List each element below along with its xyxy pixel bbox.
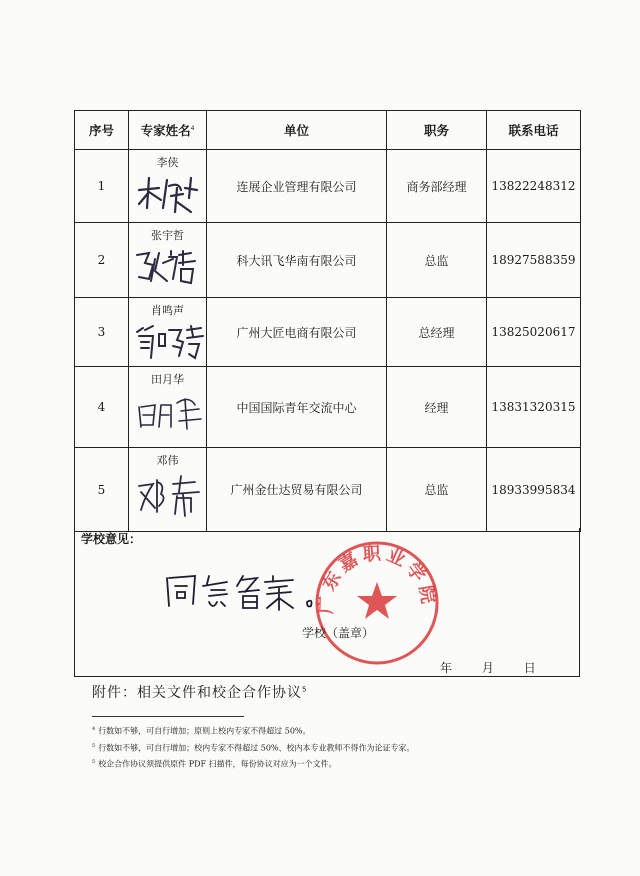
footnote-item xyxy=(92,722,612,739)
header-org: 单位 xyxy=(207,111,387,150)
expert-table xyxy=(74,110,581,532)
school-seal-stamp xyxy=(312,538,442,668)
table-row xyxy=(75,367,581,448)
footnote-divider xyxy=(92,716,244,717)
expert-org: 连展企业管理有限公司 xyxy=(207,150,387,223)
expert-org: 中国国际青年交流中心 xyxy=(207,367,387,448)
expert-position: 经理 xyxy=(387,367,487,448)
table-row xyxy=(75,223,581,298)
expert-name-cell xyxy=(129,298,207,367)
attachment-text: 附件：相关文件和校企合作协议 xyxy=(92,685,302,701)
expert-name: 田月华 xyxy=(151,373,184,386)
date-line xyxy=(440,659,562,676)
expert-phone: 13825020617 xyxy=(487,298,581,367)
seal-text: 广东嘉职业学院 xyxy=(315,543,439,615)
school-opinion-label: 学校意见： xyxy=(81,532,142,546)
header-name xyxy=(129,111,207,150)
expert-name-cell xyxy=(129,150,207,223)
row-index: 5 xyxy=(75,448,129,532)
header-position: 职务 xyxy=(387,111,487,150)
header-index: 序号 xyxy=(75,111,129,150)
header-name-label: 专家姓名 xyxy=(140,123,191,138)
expert-position: 总经理 xyxy=(387,298,487,367)
expert-org: 广州金仕达贸易有限公司 xyxy=(207,448,387,532)
row-index: 3 xyxy=(75,298,129,367)
footnote-text: 行数如不够，可自行增加；校内专家不得超过 50%、校内本专业教师不得作为论证专家。 xyxy=(98,743,415,753)
expert-org: 科大讯飞华南有限公司 xyxy=(207,223,387,298)
expert-position: 商务部经理 xyxy=(387,150,487,223)
expert-position: 总监 xyxy=(387,448,487,532)
date-day: 日 xyxy=(523,661,536,675)
row-index: 2 xyxy=(75,223,129,298)
expert-name: 肖鸣声 xyxy=(151,304,184,317)
date-year: 年 xyxy=(440,661,453,675)
handwritten-signature xyxy=(133,466,205,522)
table-row xyxy=(75,298,581,367)
row-index: 1 xyxy=(75,150,129,223)
expert-phone: 18927588359 xyxy=(487,223,581,298)
expert-name: 李侠 xyxy=(156,156,179,169)
expert-name-cell xyxy=(129,448,207,532)
handwritten-signature xyxy=(133,385,207,437)
attachment-footnote-mark: 5 xyxy=(302,685,308,694)
footnote-mark: 5 xyxy=(92,759,96,766)
handwritten-signature xyxy=(133,316,207,366)
date-month: 月 xyxy=(481,661,494,675)
expert-name: 邓伟 xyxy=(156,454,179,467)
footnote-text: 校企合作协议须提供原件 PDF 扫描件，每份协议对应为一个文件。 xyxy=(98,759,337,769)
footnotes xyxy=(92,722,612,772)
footnote-item xyxy=(92,755,612,772)
expert-position: 总监 xyxy=(387,223,487,298)
school-stamp-label: 学校（盖章） xyxy=(302,626,375,640)
row-index: 4 xyxy=(75,367,129,448)
footnote-mark: 4 xyxy=(92,726,96,732)
expert-phone: 13822248312 xyxy=(487,150,581,223)
expert-org: 广州大匠电商有限公司 xyxy=(207,298,387,367)
footnote-mark: 5 xyxy=(92,742,96,749)
expert-name: 张宇哲 xyxy=(151,229,184,242)
expert-phone: 18933995834 xyxy=(487,448,581,532)
handwritten-signature xyxy=(133,241,205,291)
footnote-text: 行数如不够，可自行增加；原则上校内专家不得超过 50%。 xyxy=(98,726,311,736)
footnote-item xyxy=(92,739,612,756)
table-row xyxy=(75,150,581,223)
table-header-row xyxy=(75,111,581,150)
handwritten-signature xyxy=(133,168,203,218)
header-name-footnote-mark: 4 xyxy=(190,124,195,132)
expert-name-cell xyxy=(129,367,207,448)
expert-name-cell xyxy=(129,223,207,298)
table-row xyxy=(75,448,581,532)
attachment-note xyxy=(92,682,307,702)
header-phone: 联系电话 xyxy=(487,111,581,150)
expert-phone: 13831320315 xyxy=(487,367,581,448)
